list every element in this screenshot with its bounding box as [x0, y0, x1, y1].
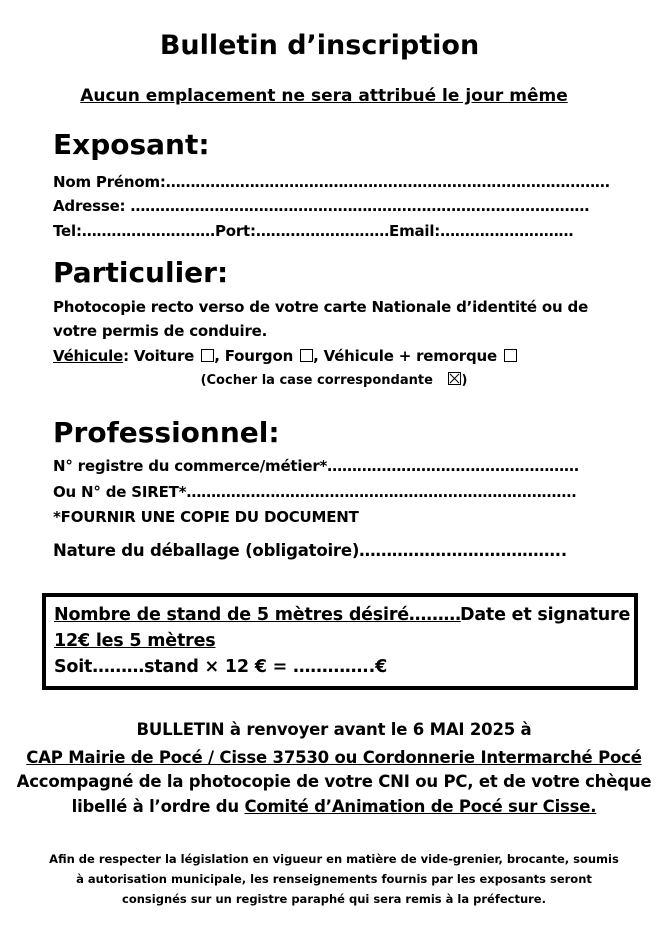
fourgon-checkbox[interactable] — [300, 349, 313, 362]
accompagne-text: Accompagné de la photocopie de votre CNI ou PC, et de votre chèque — [16, 772, 652, 791]
particulier-heading: Particulier: — [53, 256, 229, 289]
vehicule-line — [53, 347, 517, 365]
legal-line-2: à autorisation municipale, les renseignements fournis par les exposants seront — [76, 872, 592, 886]
siret-field[interactable]: Ou N° de SIRET*……………………………………………………………………. — [53, 483, 577, 501]
adresse-field[interactable]: Adresse: ………………………………………………………………………………… — [53, 197, 590, 215]
page-title: Bulletin d’inscription — [159, 30, 480, 61]
nature-deballage-field[interactable]: Nature du déballage (obligatoire)……………………………….. — [53, 541, 567, 560]
fournir-copie-text: *FOURNIR UNE COPIE DU DOCUMENT — [53, 508, 359, 526]
particulier-text-line1: Photocopie recto verso de votre carte Nationale d’identité ou de — [53, 298, 589, 316]
particulier-text-line2: votre permis de conduire. — [53, 322, 268, 340]
voiture-label: : Voiture — [123, 347, 195, 365]
professionnel-heading: Professionnel: — [53, 416, 280, 449]
nombre-stand-field[interactable]: Nombre de stand de 5 mètres désiré……… — [54, 605, 461, 625]
legal-line-1: Afin de respecter la législation en vigueur en matière de vide-grenier, brocante, soumis — [49, 852, 619, 866]
vehicule-label: Véhicule — [53, 347, 124, 365]
stand-box — [42, 593, 638, 690]
remorque-label: , Véhicule + remorque — [313, 347, 497, 365]
libelle-prefix: libellé à l’ordre du — [71, 797, 245, 816]
legal-line-3: consignés sur un registre paraphé qui sera remis à la préfecture. — [122, 892, 546, 906]
page-subtitle: Aucun emplacement ne sera attribué le jour même — [80, 86, 568, 106]
tel-port-email-field[interactable]: Tel:………………………Port:………………………Email:……………………… — [53, 222, 574, 240]
cocher-note: (Cocher la case correspondante ) — [200, 373, 468, 388]
voiture-checkbox[interactable] — [201, 349, 214, 362]
registre-commerce-field[interactable]: N° registre du commerce/métier*…………………………………………… — [53, 457, 579, 475]
cocher-note-text: (Cocher la case correspondante — [200, 373, 433, 388]
exposant-heading: Exposant: — [53, 128, 210, 161]
renvoyer-text: BULLETIN à renvoyer avant le 6 MAI 2025 à — [136, 720, 532, 739]
date-signature-label: Date et signature — [460, 605, 631, 625]
comite-name: Comité d’Animation de Pocé sur Cisse. — [244, 797, 597, 816]
fourgon-label: , Fourgon — [214, 347, 294, 365]
checked-box-icon — [448, 372, 461, 385]
adresse-renvoi-text: CAP Mairie de Pocé / Cisse 37530 ou Cordonnerie Intermarché Pocé — [26, 748, 642, 767]
remorque-checkbox[interactable] — [504, 349, 517, 362]
nombre-stand-line — [54, 605, 461, 625]
nom-prenom-field[interactable]: Nom Prénom:……………………………………………………………………………… — [53, 173, 610, 191]
libelle-line — [0, 797, 668, 816]
prix-text: 12€ les 5 mètres — [54, 631, 216, 651]
calcul-field[interactable]: Soit………stand × 12 € = …………..€ — [54, 657, 388, 677]
